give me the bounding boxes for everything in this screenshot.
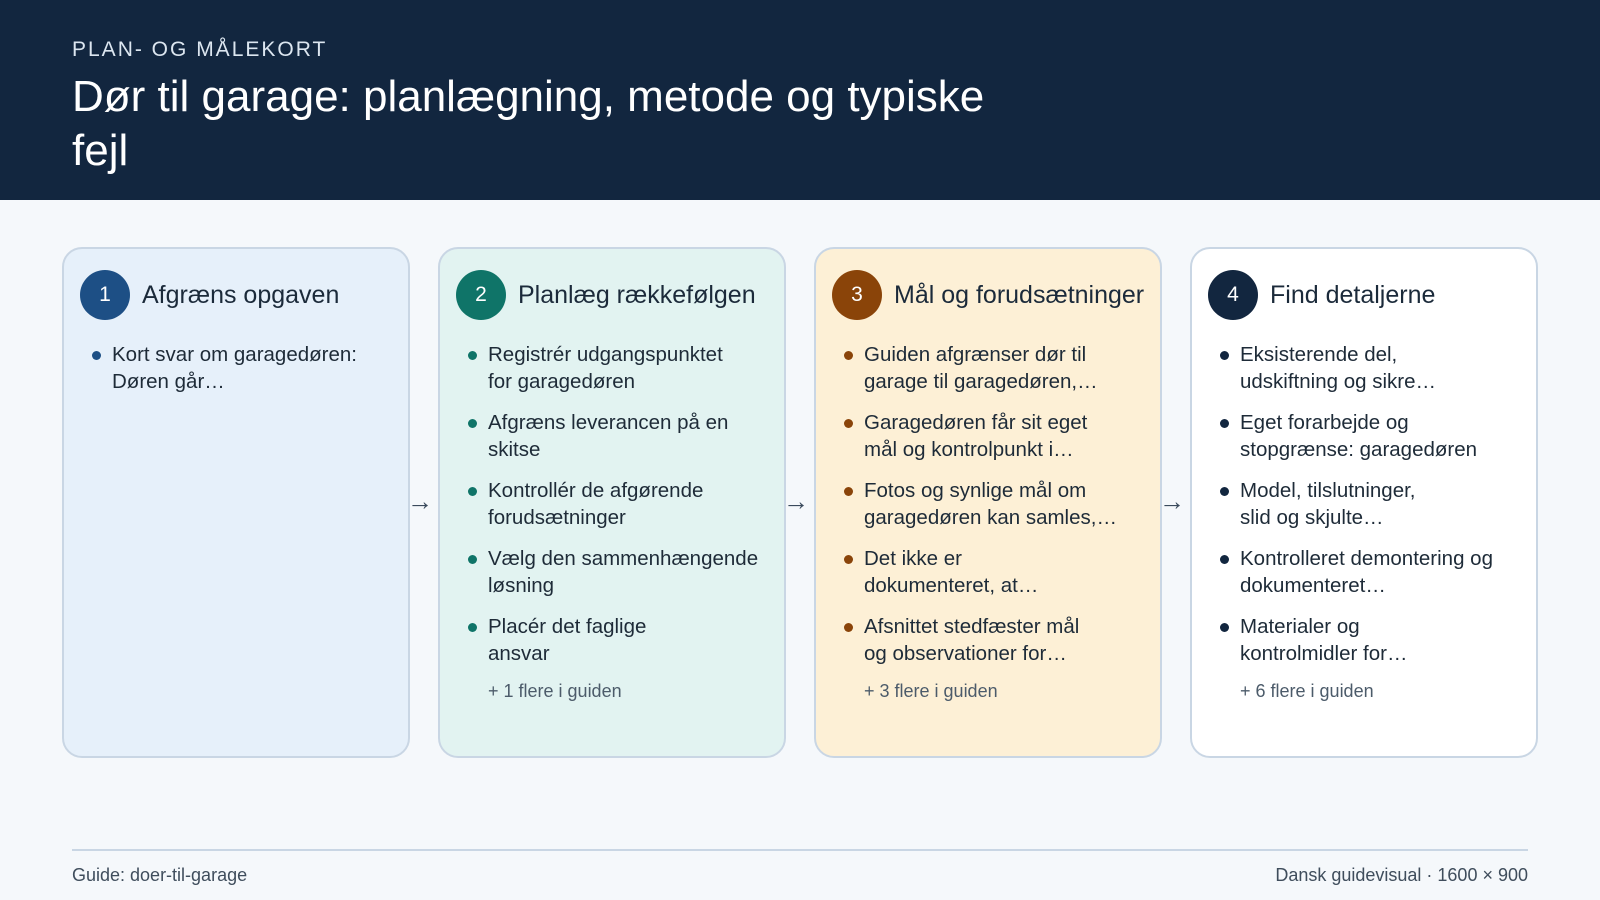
step-number-badge: 1 bbox=[80, 270, 130, 320]
list-item bbox=[832, 613, 1107, 667]
bullet-icon bbox=[468, 555, 477, 564]
arrow-right-icon: → bbox=[783, 486, 809, 516]
bullet-icon bbox=[1220, 623, 1229, 632]
list-item bbox=[456, 545, 766, 599]
list-item-text: Eget forarbejde og stopgrænse: garagedøren bbox=[1240, 411, 1478, 461]
arrow-right-icon: → bbox=[407, 486, 433, 516]
more-in-guide-note: + 3 flere i guiden bbox=[864, 681, 998, 701]
bullet-icon bbox=[844, 487, 853, 496]
footer-guide-label: Guide: doer-til-garage bbox=[72, 865, 248, 885]
step-card-1 bbox=[62, 247, 410, 758]
list-item-text: Kort svar om garagedøren: Døren går… bbox=[112, 343, 357, 393]
list-item-text: Model, tilslutninger, slid og skjulte… bbox=[1240, 479, 1416, 529]
list-item-text: Afsnittet stedfæster mål og observationer for… bbox=[864, 615, 1080, 665]
list-item-text: Guiden afgrænser dør til garage til garagedøren,… bbox=[864, 343, 1098, 393]
bullet-icon bbox=[468, 351, 477, 360]
step-card-title: Mål og forudsætninger bbox=[894, 280, 1145, 309]
list-item bbox=[456, 477, 726, 531]
list-item-text: Placér det faglige ansvar bbox=[488, 615, 647, 665]
arrow-right-icon: → bbox=[1159, 486, 1185, 516]
bullet-icon bbox=[844, 555, 853, 564]
bullet-icon bbox=[468, 419, 477, 428]
list-item-text: Det ikke er dokumenteret, at… bbox=[864, 547, 1039, 597]
list-item-text: Registrér udgangspunktet for garagedøren bbox=[488, 343, 723, 393]
list-item-text: Materialer og kontrolmidler for… bbox=[1240, 615, 1408, 665]
footer-meta-label: Dansk guidevisual · 1600 × 900 bbox=[1275, 865, 1528, 885]
bullet-icon bbox=[1220, 487, 1229, 496]
list-item bbox=[1208, 613, 1428, 667]
list-item-text: Kontrolleret demontering og dokumenteret… bbox=[1240, 547, 1493, 597]
step-item-list bbox=[80, 341, 390, 395]
bullet-icon bbox=[1220, 555, 1229, 564]
list-item bbox=[456, 613, 686, 667]
step-number-badge: 2 bbox=[456, 270, 506, 320]
list-item bbox=[1208, 477, 1428, 531]
more-in-guide-note: + 6 flere i guiden bbox=[1240, 681, 1374, 701]
step-card-header bbox=[1208, 269, 1518, 321]
step-card-header bbox=[80, 269, 390, 321]
bullet-icon bbox=[468, 487, 477, 496]
list-item bbox=[80, 341, 380, 395]
step-card-3 bbox=[814, 247, 1162, 758]
header-banner bbox=[0, 0, 1600, 200]
list-item bbox=[1208, 545, 1493, 599]
list-item bbox=[456, 409, 741, 463]
list-item bbox=[456, 341, 726, 395]
bullet-icon bbox=[1220, 351, 1229, 360]
step-item-list bbox=[1208, 341, 1518, 667]
list-item-text: Afgræns leverancen på en skitse bbox=[488, 411, 729, 461]
bullet-icon bbox=[844, 419, 853, 428]
bullet-icon bbox=[1220, 419, 1229, 428]
step-card-title: Find detaljerne bbox=[1270, 280, 1436, 309]
page-title: Dør til garage: planlægning, metode og typiske fejl bbox=[72, 72, 985, 175]
step-card-4 bbox=[1190, 247, 1538, 758]
bullet-icon bbox=[844, 351, 853, 360]
footer-divider bbox=[72, 849, 1528, 851]
list-item bbox=[832, 409, 1112, 463]
list-item-text: Garagedøren får sit eget mål og kontrolpunkt i… bbox=[864, 411, 1088, 461]
step-item-list bbox=[456, 341, 766, 667]
list-item-text: Vælg den sammenhængende løsning bbox=[488, 547, 759, 597]
bullet-icon bbox=[844, 623, 853, 632]
list-item-text: Fotos og synlige mål om garagedøren kan samles,… bbox=[864, 479, 1117, 529]
list-item-text: Kontrollér de afgørende forudsætninger bbox=[488, 479, 704, 529]
step-card-title: Planlæg rækkefølgen bbox=[518, 280, 756, 309]
step-card-header bbox=[456, 269, 766, 321]
list-item bbox=[1208, 409, 1498, 463]
more-in-guide-note: + 1 flere i guiden bbox=[488, 681, 622, 701]
step-board bbox=[62, 247, 1538, 758]
list-item bbox=[832, 341, 1122, 395]
step-number-badge: 3 bbox=[832, 270, 882, 320]
step-card-title: Afgræns opgaven bbox=[142, 280, 340, 309]
list-item bbox=[832, 477, 1132, 531]
bullet-icon bbox=[92, 351, 101, 360]
list-item bbox=[832, 545, 1062, 599]
step-number-badge: 4 bbox=[1208, 270, 1258, 320]
list-item-text: Eksisterende del, udskiftning og sikre… bbox=[1240, 343, 1436, 393]
step-card-2 bbox=[438, 247, 786, 758]
step-card-header bbox=[832, 269, 1145, 321]
eyebrow-label: PLAN- OG MÅLEKORT bbox=[72, 38, 328, 61]
bullet-icon bbox=[468, 623, 477, 632]
step-item-list bbox=[832, 341, 1142, 667]
list-item bbox=[1208, 341, 1458, 395]
